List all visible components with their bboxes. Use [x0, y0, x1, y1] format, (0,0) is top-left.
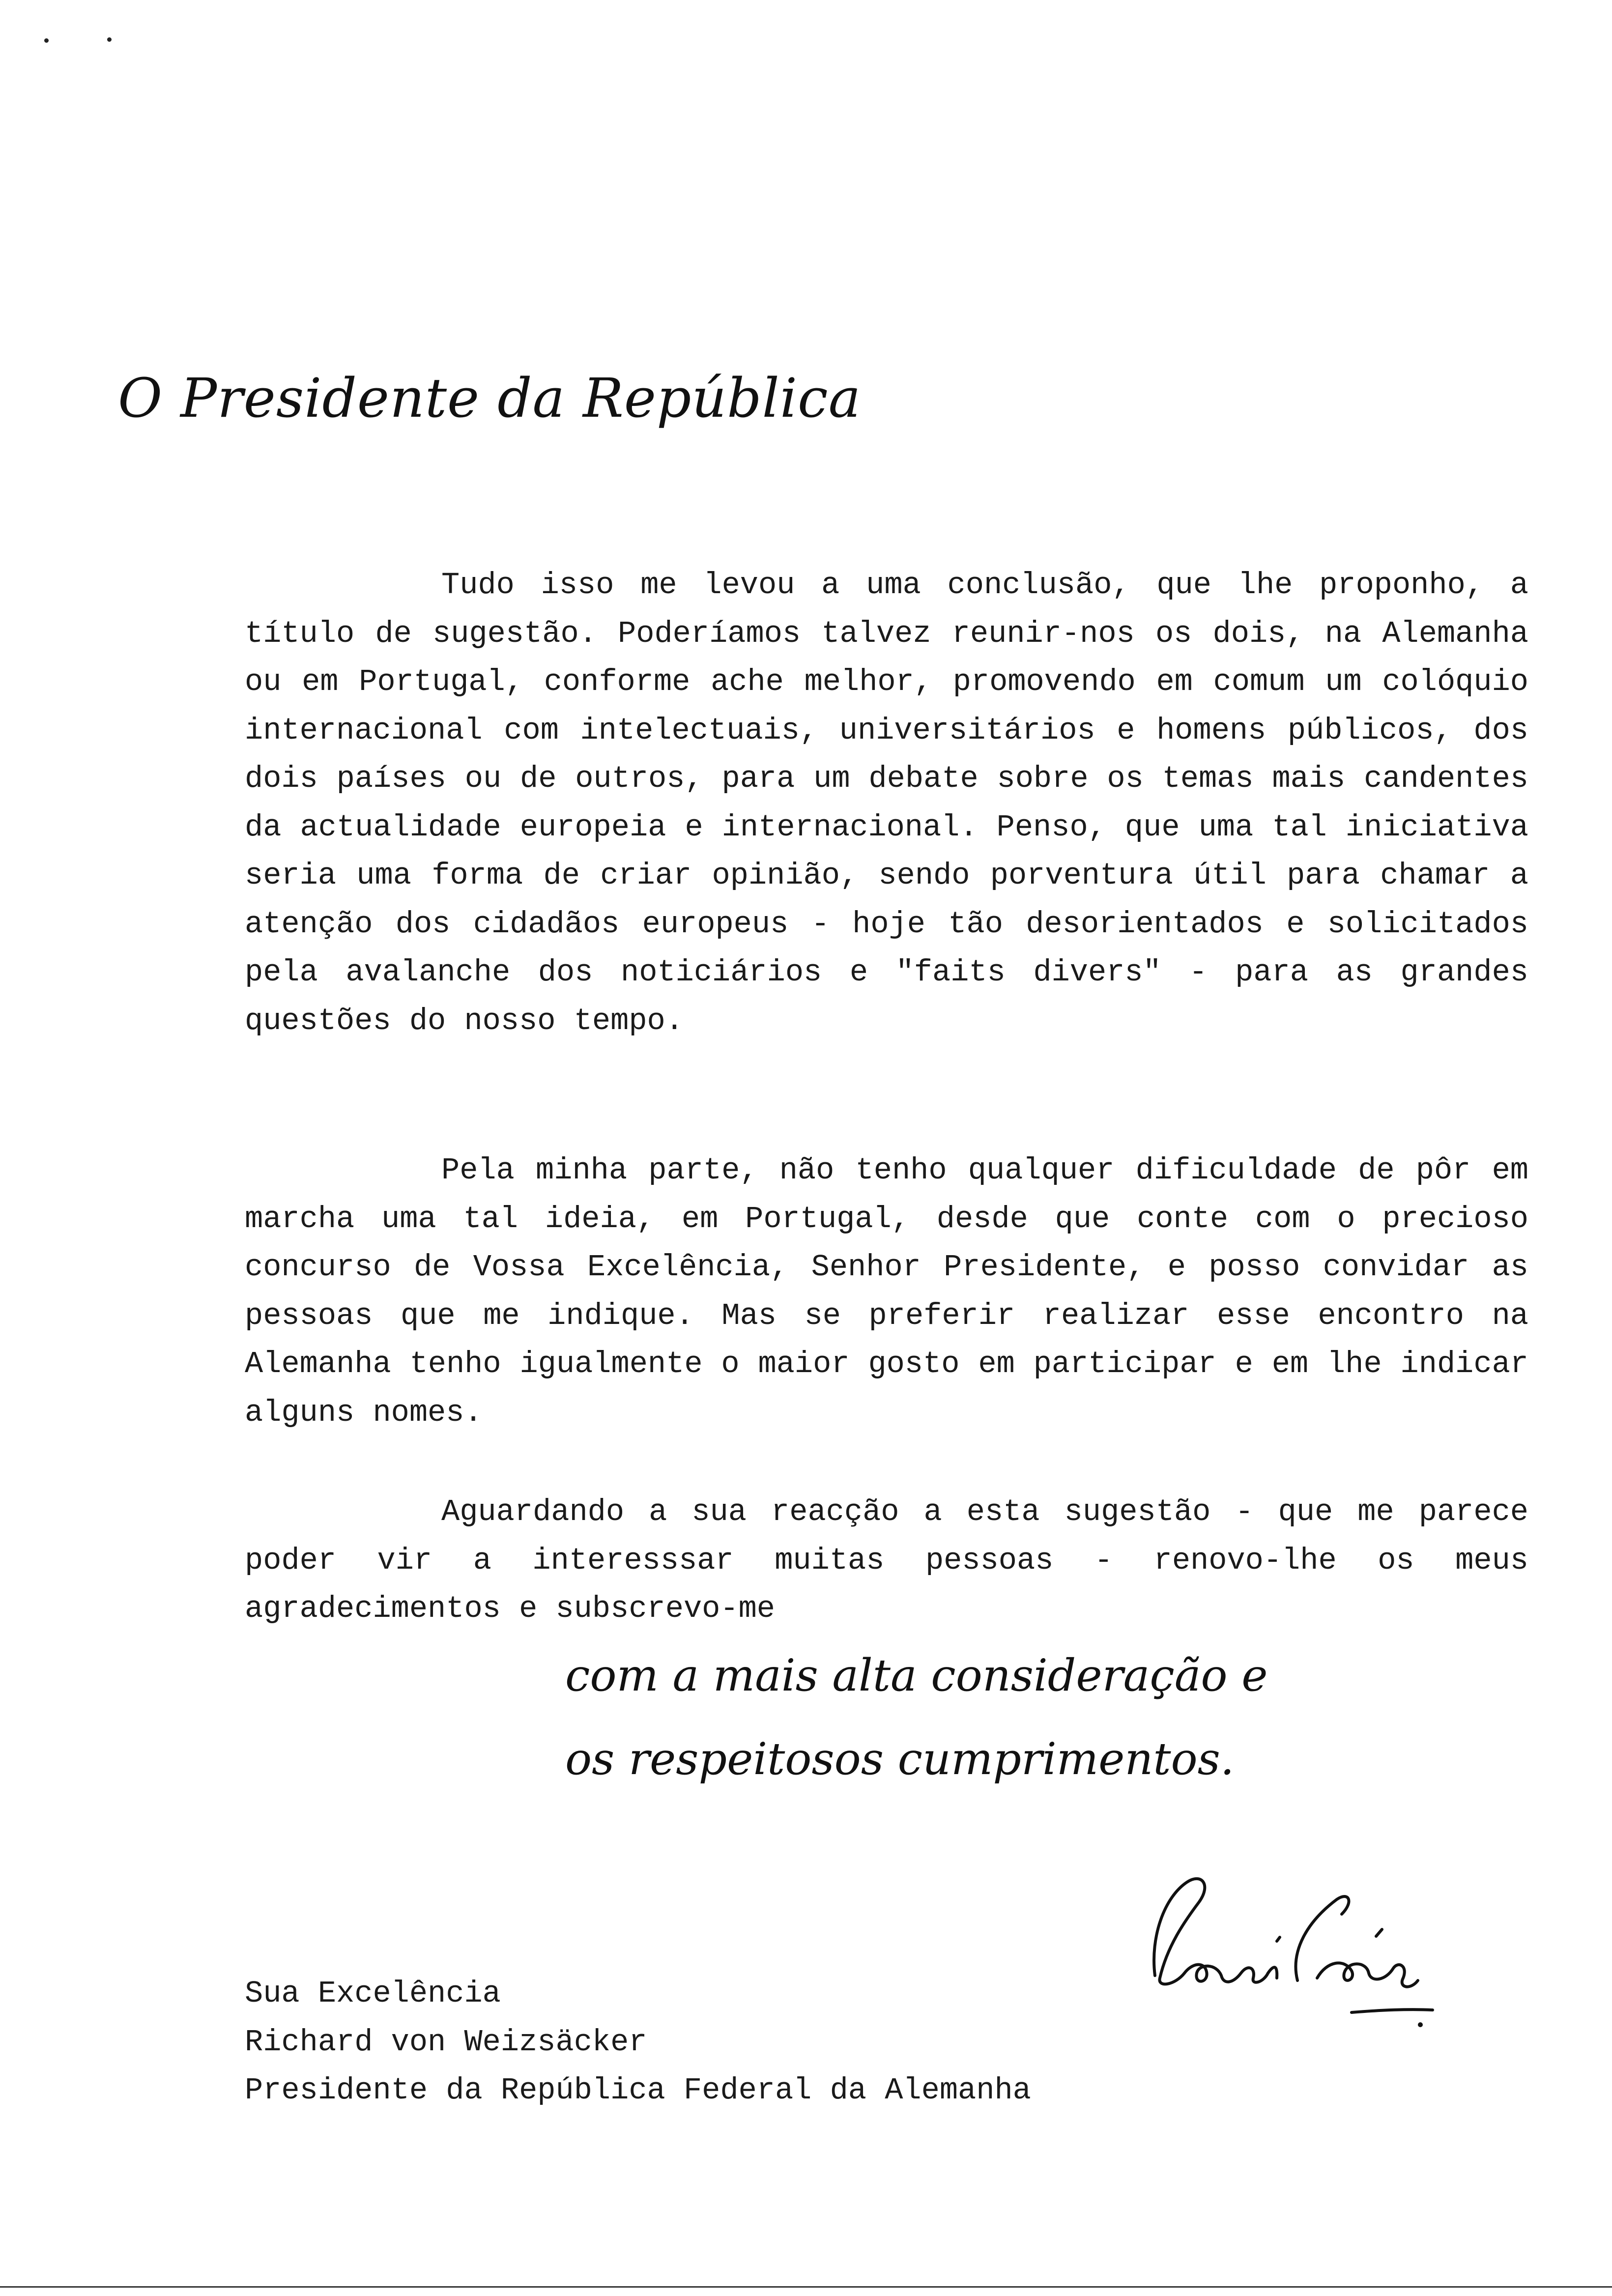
letterhead: O Presidente da República [118, 367, 862, 430]
handwritten-closing [565, 1634, 1425, 1801]
body-paragraph-2 [245, 1147, 1528, 1437]
addressee-title: Presidente da República Federal da Alemanha [245, 2073, 1031, 2108]
handwritten-signature [1121, 1863, 1445, 2039]
body-paragraph-1 [245, 561, 1528, 1045]
body-paragraph-3 [245, 1488, 1528, 1634]
paragraph-text: Tudo isso me levou a uma conclusão, que lhe proponho, a título de sugestão. Poderíamos talvez reunir-nos os dois, na Alemanha ou em Portugal, conforme ache melhor, promovendo em comum um colóquio internacional com intelectuais, universitários e homens públicos, dos dois países ou de outros, para um debate sobre os temas mais candentes da actualidade europeia e internacional. Penso, que uma tal iniciativa seria uma forma de criar opinião, sendo porventura útil para chamar a atenção dos cidadãos europeus - hoje tão desorientados e solicitados pela avalanche dos noticiários e "faits divers" - para as grandes questões do nosso tempo. [245, 568, 1528, 1038]
bottom-edge-line [0, 2286, 1612, 2288]
paragraph-text: Pela minha parte, não tenho qualquer dificuldade de pôr em marcha uma tal ideia, em Portugal, desde que conte com o precioso concurso de Vossa Excelência, Senhor Presidente, e posso convidar as pessoas que me indique. Mas se preferir realizar esse encontro na Alemanha tenho igualmente o maior gosto em participar e em lhe indicar alguns nomes. [245, 1153, 1528, 1430]
paragraph-text: Aguardando a sua reacção a esta sugestão - que me parece poder vir a interesssar muitas pessoas - renovo-lhe os meus agradecimentos e subscrevo-me [245, 1494, 1528, 1626]
closing-line-1: com a mais alta consideração e [565, 1650, 1268, 1701]
scan-speck [44, 38, 49, 43]
addressee-salutation: Sua Excelência [245, 1976, 501, 2011]
addressee-name: Richard von Weizsäcker [245, 2024, 647, 2060]
addressee-block [245, 1970, 1031, 2115]
scan-speck [107, 37, 112, 42]
closing-line-2: os respeitosos cumprimentos. [565, 1733, 1235, 1785]
